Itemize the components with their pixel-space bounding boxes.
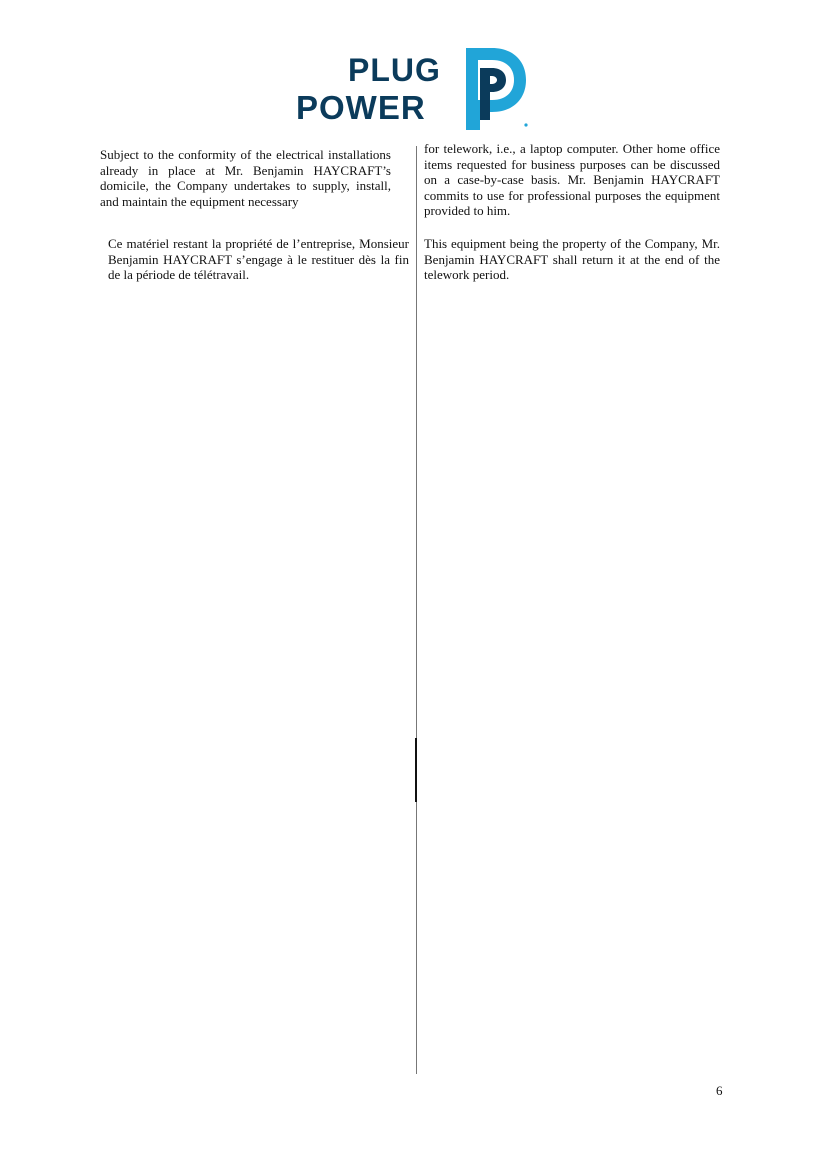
page-number: 6 — [716, 1083, 723, 1098]
column-divider-mark — [415, 738, 417, 802]
left-paragraph-1: Subject to the conformity of the electrical installations already in place at Mr. Benjamin HAYCRAFT’s domicile, the Company undertakes to supply, install, and maintain the equipment necessary — [100, 147, 391, 209]
company-logo — [296, 46, 532, 132]
right-paragraph-2: This equipment being the property of the Company, Mr. Benjamin HAYCRAFT shall return it at the end of the telework period. — [424, 236, 720, 282]
logo-text-power: POWER — [296, 89, 426, 126]
plug-power-p-icon — [460, 46, 530, 132]
column-divider — [416, 146, 417, 1074]
logo-text-plug: PLUG — [348, 52, 441, 88]
left-paragraph-2: Ce matériel restant la propriété de l’entreprise, Monsieur Benjamin HAYCRAFT s’engage à le restituer dès la fin de la période de télétravail. — [108, 236, 409, 282]
right-paragraph-1: for telework, i.e., a laptop computer. Other home office items requested for business purposes can be discussed on a case-by-case basis. Mr. Benjamin HAYCRAFT commits to use for professional purposes the equipment provided to him. — [424, 141, 720, 218]
